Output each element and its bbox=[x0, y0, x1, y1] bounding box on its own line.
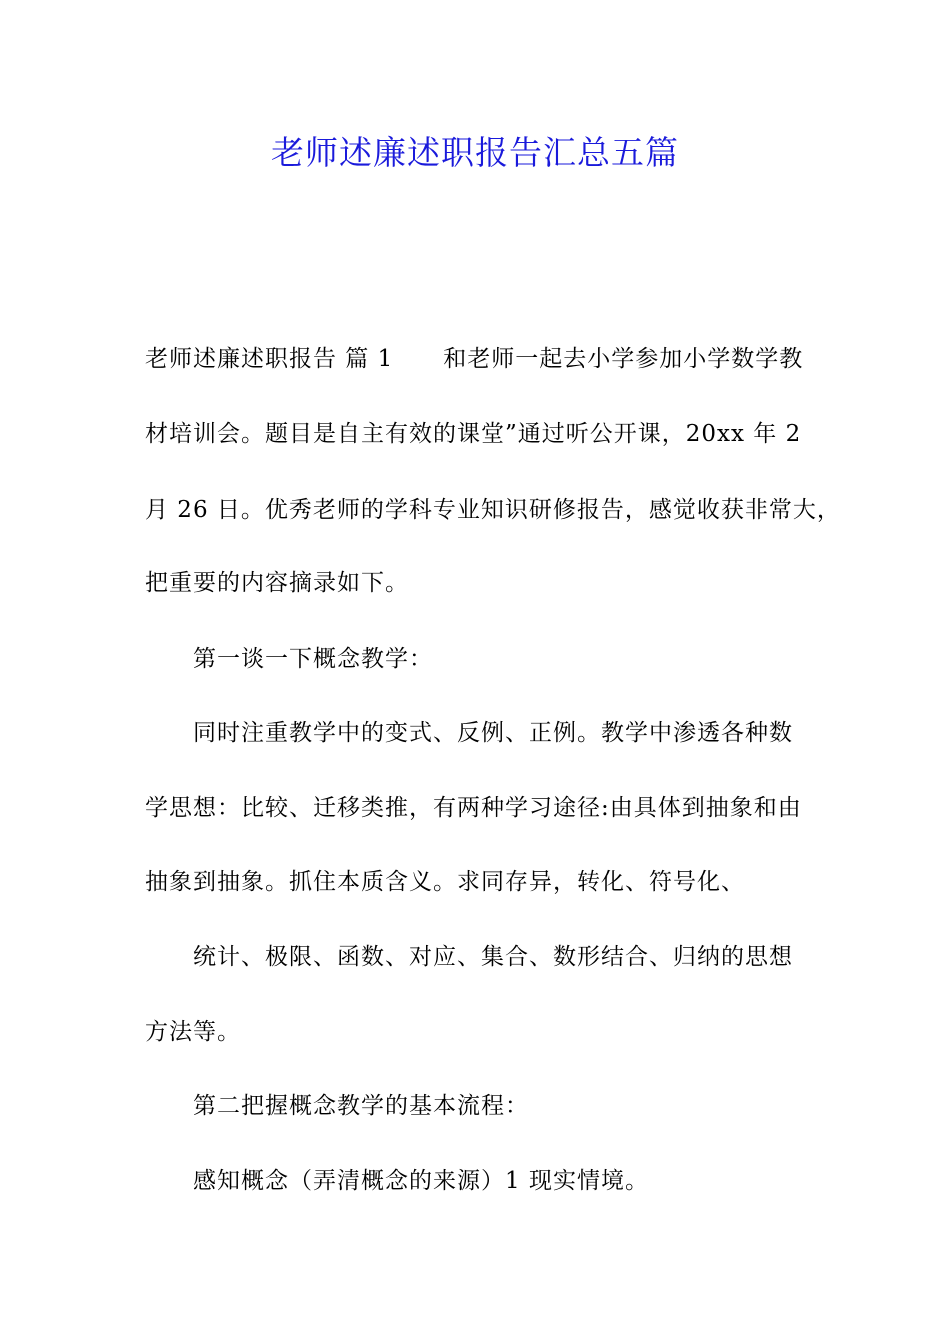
paragraph-line-4: 把重要的内容摘录如下。 bbox=[145, 570, 409, 596]
paragraph-line-3: 月 26 日。优秀老师的学科专业知识研修报告，感觉收获非常大， bbox=[145, 497, 841, 523]
paragraph-line-5: 第一谈一下概念教学： bbox=[193, 646, 433, 672]
paragraph-line-2: 材培训会。题目是自主有效的课堂”通过听公开课，20xx 年 2 bbox=[145, 421, 802, 447]
section-heading: 老师述廉述职报告 篇 1 bbox=[145, 346, 394, 372]
paragraph-line-6: 同时注重教学中的变式、反例、正例。教学中渗透各种数 bbox=[193, 720, 793, 746]
paragraph-line-8: 抽象到抽象。抓住本质含义。求同存异，转化、符号化、 bbox=[145, 869, 745, 895]
paragraph-line-1 bbox=[145, 343, 803, 375]
paragraph-line-10: 方法等。 bbox=[145, 1019, 241, 1045]
document-title: 老师述廉述职报告汇总五篇 bbox=[271, 133, 679, 172]
paragraph-line-7: 学思想：比较、迁移类推，有两种学习途径:由具体到抽象和由 bbox=[145, 795, 802, 821]
paragraph-text: 和老师一起去小学参加小学数学教 bbox=[443, 346, 804, 372]
paragraph-line-9: 统计、极限、函数、对应、集合、数形结合、归纳的思想 bbox=[193, 944, 793, 970]
paragraph-line-12: 感知概念（弄清概念的来源）1 现实情境。 bbox=[193, 1168, 649, 1194]
paragraph-line-11: 第二把握概念教学的基本流程： bbox=[193, 1093, 529, 1119]
